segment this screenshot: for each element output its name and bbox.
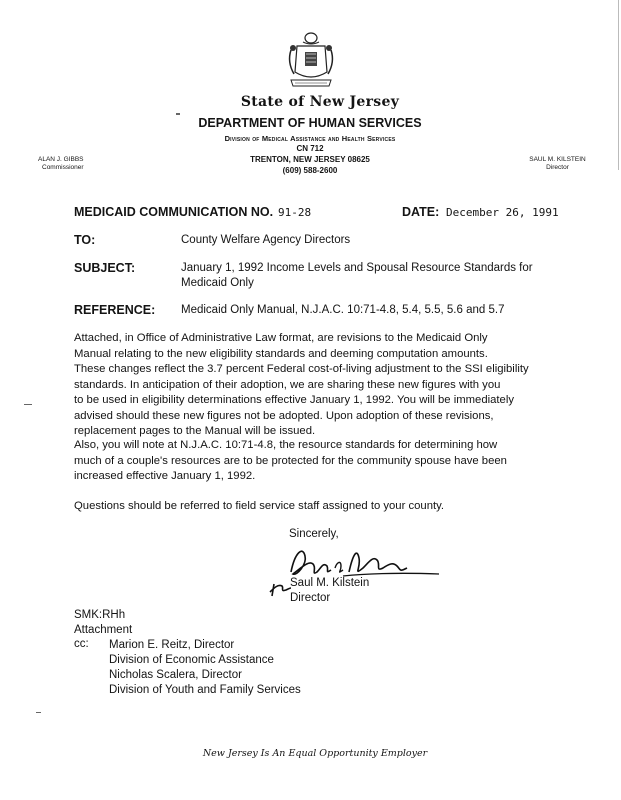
subject-label: SUBJECT:	[74, 261, 136, 275]
body-line: increased effective January 1, 1992.	[74, 470, 256, 482]
body-line: much of a couple's resources are to be protected for the community spouse have been	[74, 454, 507, 467]
subject-value	[181, 261, 571, 291]
body-line: advised should these new figures not be adopted. Upon adoption of these revisions,	[74, 409, 494, 422]
director-title: Director	[546, 164, 569, 171]
department-name: DEPARTMENT OF HUMAN SERVICES	[198, 116, 422, 130]
commissioner-block	[38, 156, 138, 172]
cc-recipient-2	[109, 668, 301, 698]
scan-edge-line	[618, 0, 619, 170]
cc-recipient-1	[109, 638, 274, 668]
cc-division: Division of Economic Assistance	[109, 654, 274, 666]
body-line: Manual relating to the new eligibility standards and deeming computation amounts.	[74, 347, 488, 360]
body-paragraph-3: Questions should be referred to field service staff assigned to your county.	[74, 500, 445, 512]
state-seal-icon	[285, 30, 337, 90]
city-address: TRENTON, NEW JERSEY 08625	[250, 155, 370, 164]
body-line: Attached, in Office of Administrative Law format, are revisions to the Medicaid Only	[74, 332, 488, 344]
date-value: December 26, 1991	[446, 206, 559, 219]
attachment-note: Attachment	[74, 624, 133, 636]
body-line: These changes reflect the 3.7 percent Federal cost-of-living adjustment to the SSI eligibility	[74, 363, 529, 375]
signer-title: Director	[290, 592, 331, 604]
to-value: County Welfare Agency Directors	[181, 234, 351, 246]
initials: SMK:RHh	[74, 609, 126, 621]
per-signature-mark	[268, 576, 292, 598]
body-line: Also, you will note at N.J.A.C. 10:71-4.8, the resource standards for determining how	[74, 439, 498, 451]
signer-name: Saul M. Kilstein	[290, 577, 370, 589]
mail-code: CN 712	[296, 144, 324, 153]
commissioner-name: ALAN J. GIBBS	[38, 156, 84, 163]
body-line: replacement pages to the Manual will be issued.	[74, 425, 316, 437]
director-name: SAUL M. KILSTEIN	[529, 156, 586, 163]
scan-speck	[36, 712, 41, 713]
cc-division: Division of Youth and Family Services	[109, 684, 301, 696]
body-paragraph-1	[74, 331, 574, 440]
commissioner-title: Commissioner	[42, 164, 84, 171]
state-title: State of New Jersey	[240, 94, 400, 110]
to-label: TO:	[74, 233, 96, 247]
division-name: Division of Medical Assistance and Health Services	[224, 134, 396, 143]
communication-number-label: MEDICAID COMMUNICATION NO.	[74, 205, 274, 219]
communication-number: 91-28	[278, 206, 312, 219]
date-label: DATE:	[402, 205, 440, 219]
subject-line: January 1, 1992 Income Levels and Spousal Resource Standards for	[181, 262, 533, 274]
subject-line: Medicaid Only	[181, 277, 254, 289]
equal-opportunity-footer: New Jersey Is An Equal Opportunity Employer	[202, 748, 428, 759]
phone-number: (609) 588-2600	[282, 166, 338, 175]
scan-speck	[24, 404, 32, 405]
signer-block	[290, 576, 369, 606]
body-line: standards. In anticipation of their adoption, we are sharing these new figures with you	[74, 378, 501, 391]
cc-name: Marion E. Reitz, Director	[109, 639, 235, 651]
cc-label: cc:	[74, 638, 89, 650]
closing-salutation: Sincerely,	[289, 528, 339, 540]
reference-label: REFERENCE:	[74, 303, 156, 317]
reference-value: Medicaid Only Manual, N.J.A.C. 10:71-4.8, 5.4, 5.5, 5.6 and 5.7	[181, 304, 505, 316]
body-line: to be used in eligibility determinations effective January 1, 1992. You will be immediately	[74, 394, 514, 406]
scan-speck	[176, 113, 180, 115]
director-block	[500, 156, 615, 172]
body-paragraph-2	[74, 438, 574, 485]
cc-name: Nicholas Scalera, Director	[109, 669, 242, 681]
